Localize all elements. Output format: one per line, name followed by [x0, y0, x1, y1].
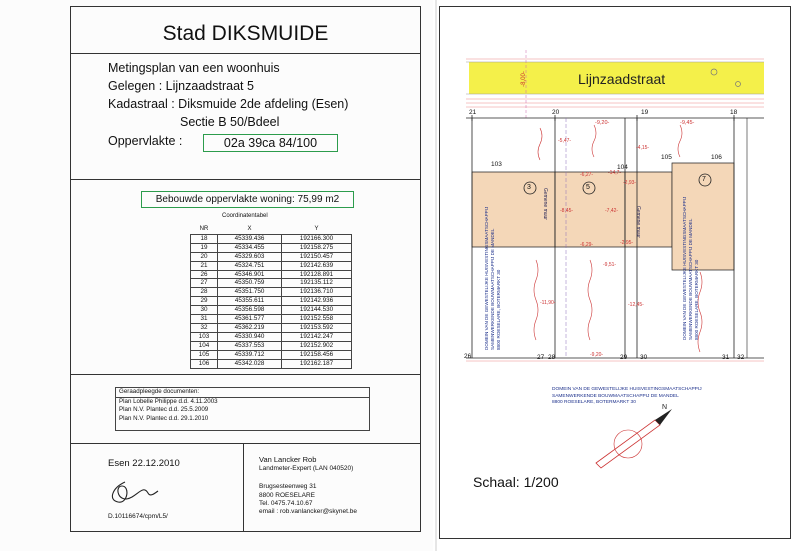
dimension-label: -2,95-	[620, 240, 634, 246]
coord-y: 192142.936	[282, 297, 352, 306]
dimension-label: -6,27-	[580, 172, 594, 178]
street-name: Lijnzaadstraat	[578, 71, 666, 87]
issue-date: Esen 22.12.2010	[108, 458, 180, 469]
dimension-label: -5,47-	[558, 138, 572, 144]
point-label: 20	[552, 109, 560, 116]
coord-x: 45329.603	[218, 252, 282, 261]
dimension-label: -2,93-	[623, 180, 637, 186]
domain-line: SAMENWERKENDE BOUWMAATSCHAPPIJ DE MANDEL	[552, 393, 679, 399]
coord-nr: 18	[191, 234, 218, 243]
dimension-label: -11,90-	[540, 300, 556, 306]
coord-nr: 21	[191, 261, 218, 270]
dimension-line	[588, 260, 592, 340]
scale-label: Schaal: 1/200	[473, 474, 559, 490]
coordinate-table-title: Coordinatentabel	[222, 213, 268, 219]
document-item: Plan Lobelle Philippe d.d. 4.11.2003	[116, 397, 369, 407]
coord-nr: 32	[191, 323, 218, 332]
domain-line: SAMENWERKENDE BOUWMAATSCHAPPIJ DE MANDEL	[490, 228, 495, 350]
street-width-dimension: -8,00-	[520, 71, 527, 87]
lot-number: 7	[702, 176, 706, 183]
point-label: 103	[491, 161, 502, 168]
dimension-label: -9,45-	[680, 120, 695, 126]
point-label: 29	[620, 354, 628, 361]
coord-x: 45339.712	[218, 350, 282, 359]
coord-x: 45337.553	[218, 341, 282, 350]
dimension-label: -8,45-	[560, 208, 574, 214]
coord-nr: 103	[191, 332, 218, 341]
file-reference: D.10116674/cpm/L5/	[108, 513, 168, 520]
dimension-label: -14,7-	[608, 170, 622, 176]
domain-line: DOMEIN VAN DE GEWESTELIJKE HUISVESTINGSMAATSCHAPPIJ	[552, 387, 702, 392]
coord-y: 192150.457	[282, 252, 352, 261]
coord-nr: 31	[191, 315, 218, 324]
coord-y: 192153.592	[282, 323, 352, 332]
dimension-line	[534, 260, 538, 340]
documents-title: Geraadpleegde documenten:	[119, 388, 200, 395]
common-wall-label: Gemene muur	[542, 188, 548, 220]
surveyor-street: Brugsesteenweg 31	[259, 483, 317, 490]
surveyor-email: email : rob.vanlancker@skynet.be	[259, 508, 358, 515]
north-arrow	[596, 409, 672, 468]
coord-x: 45330.940	[218, 332, 282, 341]
coord-x: 45334.455	[218, 243, 282, 252]
coord-header-y: Y	[314, 226, 319, 232]
point-label: 30	[640, 354, 648, 361]
lot-number: 5	[586, 184, 590, 191]
point-label: 26	[464, 353, 472, 360]
coord-x: 45355.611	[218, 297, 282, 306]
coord-x: 45356.598	[218, 306, 282, 315]
domain-line: DOMEIN VAN DE GEWESTELIJKE HUISVESTINGSMAATSCHAPPIJ	[682, 196, 687, 340]
coord-y: 192158.275	[282, 243, 352, 252]
dimension-line	[592, 125, 596, 157]
point-label: 106	[711, 154, 722, 161]
domain-line: DOMEIN VAN DE GEWESTELIJKE HUISVESTINGSMAATSCHAPPIJ	[484, 206, 489, 350]
point-label: 32	[737, 354, 745, 361]
coord-y: 192152.902	[282, 341, 352, 350]
coord-y: 192136.710	[282, 288, 352, 297]
dimension-label: -9,20-	[590, 352, 604, 358]
area-label: Oppervlakte :	[108, 134, 183, 148]
north-label: N	[662, 404, 668, 411]
coord-y: 192152.558	[282, 315, 352, 324]
surveyor-phone: Tel. 0475.74.10.67	[259, 500, 313, 507]
coord-y: 192142.247	[282, 332, 352, 341]
coord-y: 192142.639	[282, 261, 352, 270]
location-line: Gelegen : Lijnzaadstraat 5	[108, 79, 254, 93]
dimension-line	[678, 125, 682, 157]
point-label: 19	[641, 109, 649, 116]
point-label: 27	[537, 354, 545, 361]
document-item: Plan N.V. Plantec d.d. 29.1.2010	[119, 414, 209, 422]
surveyor-title: Landmeter-Expert (LAN 040520)	[259, 465, 354, 472]
coord-y: 192128.891	[282, 270, 352, 279]
domain-line: 8800 ROESELARE, BOTERMARKT 30	[694, 259, 699, 340]
section-line: Sectie B 50/Bdeel	[180, 115, 280, 129]
area-value: 02a 39ca 84/100	[203, 134, 338, 152]
dimension-line	[538, 128, 542, 160]
document-item: Plan N.V. Plantec d.d. 25.5.2009	[119, 406, 209, 413]
coord-x: 45361.577	[218, 315, 282, 324]
coord-nr: 19	[191, 243, 218, 252]
coord-nr: 104	[191, 341, 218, 350]
coord-x: 45339.436	[218, 234, 282, 243]
coord-x: 45342.028	[218, 359, 282, 368]
cadastral-line: Kadastraal : Diksmuide 2de afdeling (Esen)	[108, 97, 349, 111]
point-label: 104	[617, 164, 628, 171]
coord-nr: 30	[191, 306, 218, 315]
domain-line: SAMENWERKENDE BOUWMAATSCHAPPIJ DE MANDEL	[688, 218, 693, 340]
coord-nr: 26	[191, 270, 218, 279]
dimension-label: -12,45-	[628, 302, 644, 308]
common-wall-label: Gemene muur	[635, 206, 641, 238]
point-label: 105	[661, 154, 672, 161]
dimension-label: -4,15-	[636, 145, 650, 151]
dimension-label: -9,20-	[595, 120, 610, 126]
plan-description: Metingsplan van een woonhuis	[108, 61, 280, 75]
coord-x: 45324.751	[218, 261, 282, 270]
coord-x: 45350.759	[218, 279, 282, 288]
coord-nr: 20	[191, 252, 218, 261]
point-label: 28	[548, 354, 556, 361]
coord-y: 192144.530	[282, 306, 352, 315]
coord-header-nr: NR	[199, 226, 209, 232]
coord-x: 45351.750	[218, 288, 282, 297]
lot-number: 3	[527, 184, 531, 191]
point-label: 18	[730, 109, 738, 116]
neighbour-domain-right	[682, 197, 700, 340]
dimension-label: -9,51-	[603, 262, 617, 268]
neighbour-domain-left	[484, 207, 502, 350]
coord-nr: 105	[191, 350, 218, 359]
coord-x: 45346.901	[218, 270, 282, 279]
coord-header-x: X	[247, 226, 252, 232]
domain-line: 8800 ROESELARE, BOTERMARKT 30	[552, 400, 636, 405]
coord-nr: 28	[191, 288, 218, 297]
document-title: Stad DIKSMUIDE	[162, 22, 329, 45]
built-area-box: Bebouwde oppervlakte woning: 75,99 m2	[141, 191, 354, 208]
coord-y: 192162.187	[282, 359, 352, 368]
surveyor-name: Van Lancker Rob	[259, 455, 317, 464]
point-label: 31	[722, 354, 730, 361]
point-label: 21	[469, 109, 477, 116]
coord-nr: 29	[191, 297, 218, 306]
coord-y: 192166.300	[282, 234, 352, 243]
dimension-label: -6,29-	[580, 242, 594, 248]
coord-nr: 106	[191, 359, 218, 368]
coord-x: 45362.219	[218, 323, 282, 332]
surveyor-city: 8800 ROESELARE	[259, 492, 316, 499]
coord-nr: 27	[191, 279, 218, 288]
neighbour-domain-bottom	[552, 387, 702, 407]
dimension-label: -7,42-	[605, 208, 619, 214]
coord-y: 192158.456	[282, 350, 352, 359]
coord-y: 192135.112	[282, 279, 352, 288]
domain-line: 8800 ROESELARE, BOTERMARKT 30	[496, 269, 501, 350]
